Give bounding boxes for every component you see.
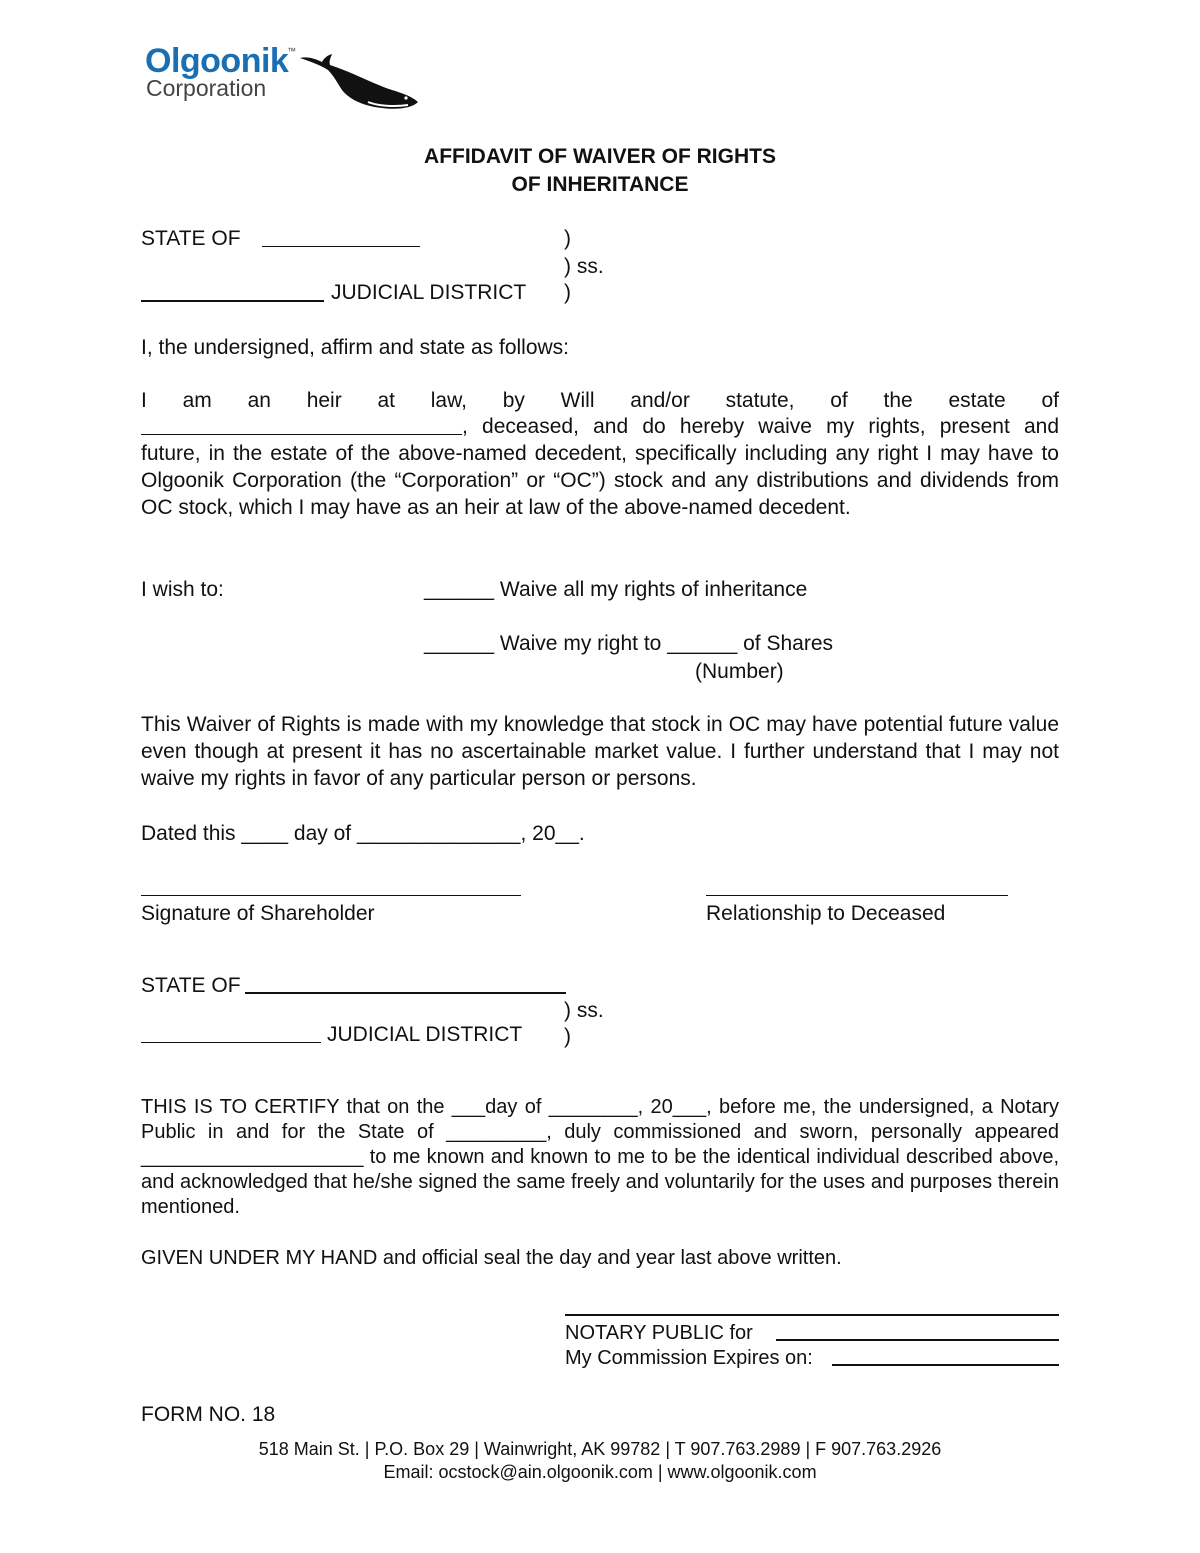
option-label: Waive my right to bbox=[499, 632, 662, 655]
venue-paren: ) bbox=[564, 227, 571, 250]
venue-paren-2: ) bbox=[564, 1025, 571, 1048]
wish-label: I wish to: bbox=[141, 578, 224, 601]
document-title-line1: AFFIDAVIT OF WAIVER OF RIGHTS bbox=[424, 145, 776, 168]
shares-number-blank[interactable]: ______ bbox=[667, 632, 738, 655]
word: am bbox=[182, 389, 212, 412]
state-of-label: STATE OF bbox=[141, 227, 241, 250]
notary-public-label: NOTARY PUBLIC for bbox=[565, 1322, 753, 1344]
commission-expires-label: My Commission Expires on: bbox=[565, 1347, 813, 1369]
option-label: Waive all my rights of inheritance bbox=[499, 578, 808, 601]
form-number: FORM NO. 18 bbox=[141, 1403, 276, 1426]
certify-paragraph: THIS IS TO CERTIFY that on the ___day of ________, 20___, before me, the undersigned, a Notary Public in and for the State of _________, duly commissioned and sworn, personally appeared ____________________ to me known and known to me to be the identical individual described above, and acknowledged that he/she signed the same freely and voluntarily for the uses and purposes therein mentioned. bbox=[141, 1096, 1059, 1218]
shareholder-signature-line[interactable] bbox=[141, 895, 521, 896]
state-blank-line[interactable] bbox=[262, 246, 420, 247]
venue-ss-2: ) ss. bbox=[564, 999, 604, 1022]
word: statute, bbox=[725, 389, 795, 412]
document-title-line2: OF INHERITANCE bbox=[511, 173, 689, 196]
district-blank-line[interactable] bbox=[141, 300, 324, 302]
option-blank[interactable]: ______ bbox=[424, 578, 495, 601]
signature-caption: Signature of Shareholder bbox=[141, 902, 375, 925]
judicial-district-label: JUDICIAL DISTRICT bbox=[331, 281, 527, 304]
dated-line: Dated this ____ day of ______________, 20__. bbox=[141, 822, 585, 845]
logo-wordmark-corporation: Corporation bbox=[146, 75, 267, 101]
state-blank-line-2[interactable] bbox=[245, 992, 566, 994]
relationship-caption: Relationship to Deceased bbox=[706, 902, 946, 925]
district-blank-line-2[interactable] bbox=[141, 1042, 321, 1043]
state-of-label-2: STATE OF bbox=[141, 974, 241, 997]
word: and/or bbox=[630, 389, 690, 412]
heir-paragraph-body: future, in the estate of the above-named decedent, specifically including any right I may have to Olgoonik Corporation (the “Corporation” or “OC”) stock and any distributions and dividends from OC stock, which I may have as an heir at law of the above-named decedent. bbox=[141, 442, 1059, 519]
word: law, bbox=[430, 389, 467, 412]
option-blank[interactable]: ______ bbox=[424, 632, 495, 655]
word: an bbox=[247, 389, 271, 412]
word: of bbox=[830, 389, 848, 412]
commission-expires-line[interactable] bbox=[832, 1364, 1059, 1366]
word: the bbox=[883, 389, 913, 412]
judicial-district-label-2: JUDICIAL DISTRICT bbox=[327, 1023, 523, 1046]
knowledge-paragraph: This Waiver of Rights is made with my knowledge that stock in OC may have potential future value even though at present it has no ascertainable market value. I further understand that I may not waive my rights in favor of any particular person or persons. bbox=[141, 713, 1059, 790]
word: of bbox=[1041, 389, 1059, 412]
number-caption: (Number) bbox=[695, 660, 784, 683]
heir-paragraph-line2: , deceased, and do hereby waive my rights, present and bbox=[462, 415, 1059, 438]
whale-icon bbox=[298, 50, 420, 112]
heir-paragraph-line1 bbox=[141, 387, 1059, 414]
notary-state-line[interactable] bbox=[776, 1339, 1059, 1341]
option-label-suffix: of Shares bbox=[743, 632, 834, 655]
given-statement: GIVEN UNDER MY HAND and official seal the day and year last above written. bbox=[141, 1247, 842, 1269]
word: at bbox=[377, 389, 395, 412]
venue-paren: ) bbox=[564, 281, 571, 304]
venue-ss: ) ss. bbox=[564, 255, 604, 278]
logo-trademark: ™ bbox=[287, 46, 296, 56]
word: Will bbox=[560, 389, 595, 412]
word: estate bbox=[948, 389, 1006, 412]
relationship-line[interactable] bbox=[706, 895, 1008, 896]
footer-contact: Email: ocstock@ain.olgoonik.com | www.olgoonik.com bbox=[383, 1462, 817, 1482]
intro-statement: I, the undersigned, affirm and state as follows: bbox=[141, 336, 570, 359]
word: by bbox=[502, 389, 525, 412]
logo-wordmark-olgoonik: Olgoonik bbox=[145, 42, 289, 80]
notary-signature-line[interactable] bbox=[565, 1314, 1059, 1316]
decedent-name-blank[interactable] bbox=[141, 434, 462, 435]
footer-address: 518 Main St. | P.O. Box 29 | Wainwright, AK 99782 | T 907.763.2989 | F 907.763.2926 bbox=[258, 1439, 942, 1459]
option-waive-all[interactable] bbox=[424, 576, 807, 603]
word: I bbox=[141, 389, 147, 412]
option-waive-shares[interactable] bbox=[424, 630, 833, 657]
word: heir bbox=[306, 389, 342, 412]
